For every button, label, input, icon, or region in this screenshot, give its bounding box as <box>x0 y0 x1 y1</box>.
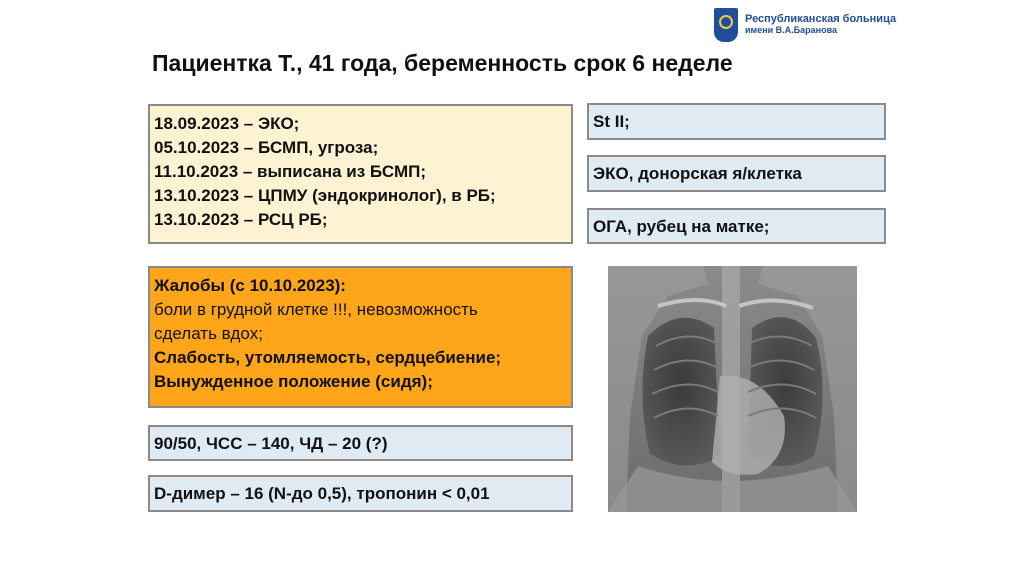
history-box <box>587 208 886 244</box>
labs-box <box>148 475 573 512</box>
complaint-position: Вынужденное положение (сидя); <box>154 372 433 391</box>
complaints-heading: Жалобы (с 10.10.2023): <box>154 276 346 295</box>
hospital-emblem-icon <box>714 8 738 42</box>
timeline-entry: 13.10.2023 – РСЦ РБ; <box>154 210 328 229</box>
timeline-entry: 05.10.2023 – БСМП, угроза; <box>154 138 379 157</box>
timeline-box <box>148 104 573 244</box>
vitals-box <box>148 425 573 461</box>
page-title: Пациентка Т., 41 года, беременность срок 6 неделе <box>152 50 733 76</box>
stage-box <box>587 103 886 140</box>
hospital-name <box>745 14 896 36</box>
timeline-entry: 13.10.2023 – ЦПМУ (эндокринолог), в РБ; <box>154 186 496 205</box>
vitals-text: 90/50, ЧСС – 140, ЧД – 20 (?) <box>154 434 388 453</box>
chest-xray-drawing <box>608 266 857 512</box>
ivf-box <box>587 155 886 192</box>
hospital-name-line2: имени В.А.Баранова <box>745 25 837 35</box>
stage-text: St II; <box>593 112 630 131</box>
history-text: ОГА, рубец на матке; <box>593 217 770 236</box>
labs-text: D-димер – 16 (N-до 0,5), тропонин < 0,01 <box>154 484 490 503</box>
ivf-text: ЭКО, донорская я/клетка <box>593 164 802 183</box>
complaint-chest-pain-cont: сделать вдох; <box>154 324 263 343</box>
complaint-chest-pain: боли в грудной клетке !!!, невозможность <box>154 300 478 319</box>
timeline-entry: 18.09.2023 – ЭКО; <box>154 114 300 133</box>
timeline-entry: 11.10.2023 – выписана из БСМП; <box>154 162 427 181</box>
complaint-weakness: Слабость, утомляемость, сердцебиение; <box>154 348 502 367</box>
complaints-box <box>148 266 573 408</box>
hospital-logo <box>714 8 896 42</box>
hospital-name-line1: Республиканская больница <box>745 13 897 25</box>
chest-xray-image <box>608 266 857 512</box>
